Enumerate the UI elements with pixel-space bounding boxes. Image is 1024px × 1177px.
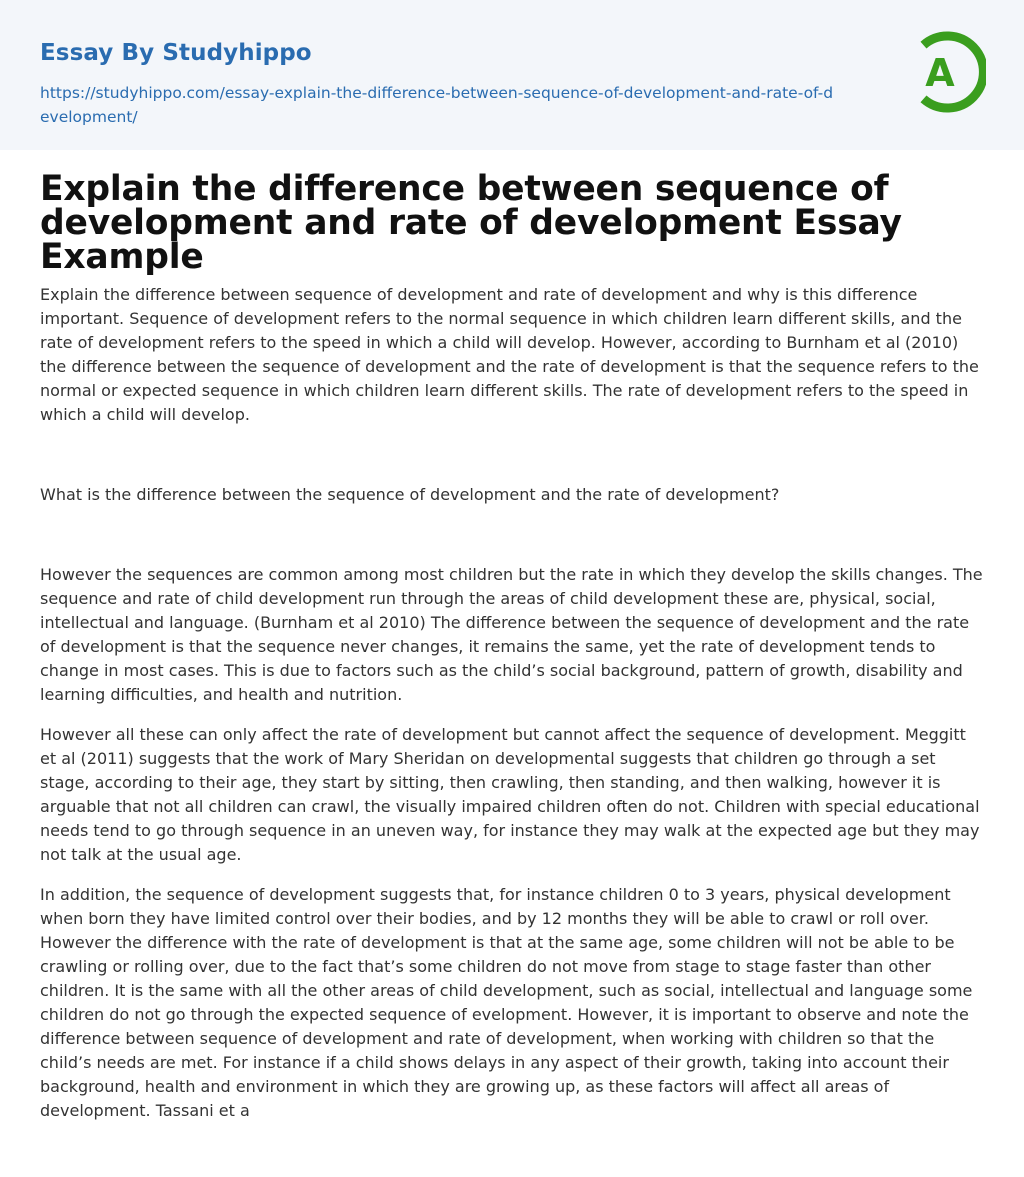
article-body (40, 283, 984, 1139)
logo-letter: A (925, 51, 955, 95)
paragraph-sequences: However the sequences are common among most children but the rate in which they develop the skills changes. The sequence and rate of child development run through the areas of child development these are, physical, social, intellectual and language. (Burnham et al 2010) The difference between the sequence of development and the rate of development is that the sequence never changes, it remains the same, yet the rate of development tends to change in most cases. This is due to factors such as the child’s social background, pattern of growth, disability and learning difficulties, and health and nutrition. (40, 565, 983, 704)
site-brand[interactable]: Essay By Studyhippo (40, 40, 312, 66)
paragraph-question: What is the difference between the sequence of development and the rate of development? (40, 485, 780, 504)
studyhippo-logo-icon[interactable] (912, 28, 986, 116)
essay-url-link[interactable]: https://studyhippo.com/essay-explain-the-difference-between-sequence-of-development-and-rate-of-development/ (40, 84, 834, 126)
paragraph-intro: Explain the difference between sequence of development and rate of development and why is this difference important. Sequence of development refers to the normal sequence in which children learn different skills, and the rate of development refers to the speed in which a child will develop. However, according to Burnham et al (2010) the difference between the sequence of development and the rate of development is that the sequence refers to the normal or expected sequence in which children learn different skills. The rate of development refers to the speed in which a child will develop. (40, 285, 979, 424)
site-header (0, 0, 1024, 150)
paragraph-factors: However all these can only affect the rate of development but cannot affect the sequence of development. Meggitt et al (2011) suggests that the work of Mary Sheridan on developmental suggests that children go through a set stage, according to their age, they start by sitting, then crawling, then standing, and then walking, however it is arguable that not all children can crawl, the visually impaired children often do not. Children with special educational needs tend to go through sequence in an uneven way, for instance they may walk at the expected age but they may not talk at the usual age. (40, 725, 980, 864)
paragraph-addition: In addition, the sequence of development suggests that, for instance children 0 to 3 years, physical development when born they have limited control over their bodies, and by 12 months they will be able to crawl or roll over. However the difference with the rate of development is that at the same age, some children will not be able to be crawling or rolling over, due to the fact that’s some children do not move from stage to stage faster than other children. It is the same with all the other areas of child development, such as social, intellectual and language some children do not go through the expected sequence of evelopment. However, it is important to observe and note the difference between sequence of development and rate of development, when working with children so that the child’s needs are met. For instance if a child shows delays in any aspect of their growth, taking into account their background, health and environment in which they are growing up, as these factors will affect all areas of development. Tassani et a (40, 885, 973, 1120)
page-title: Explain the difference between sequence of development and rate of development Essay Example (40, 169, 902, 277)
